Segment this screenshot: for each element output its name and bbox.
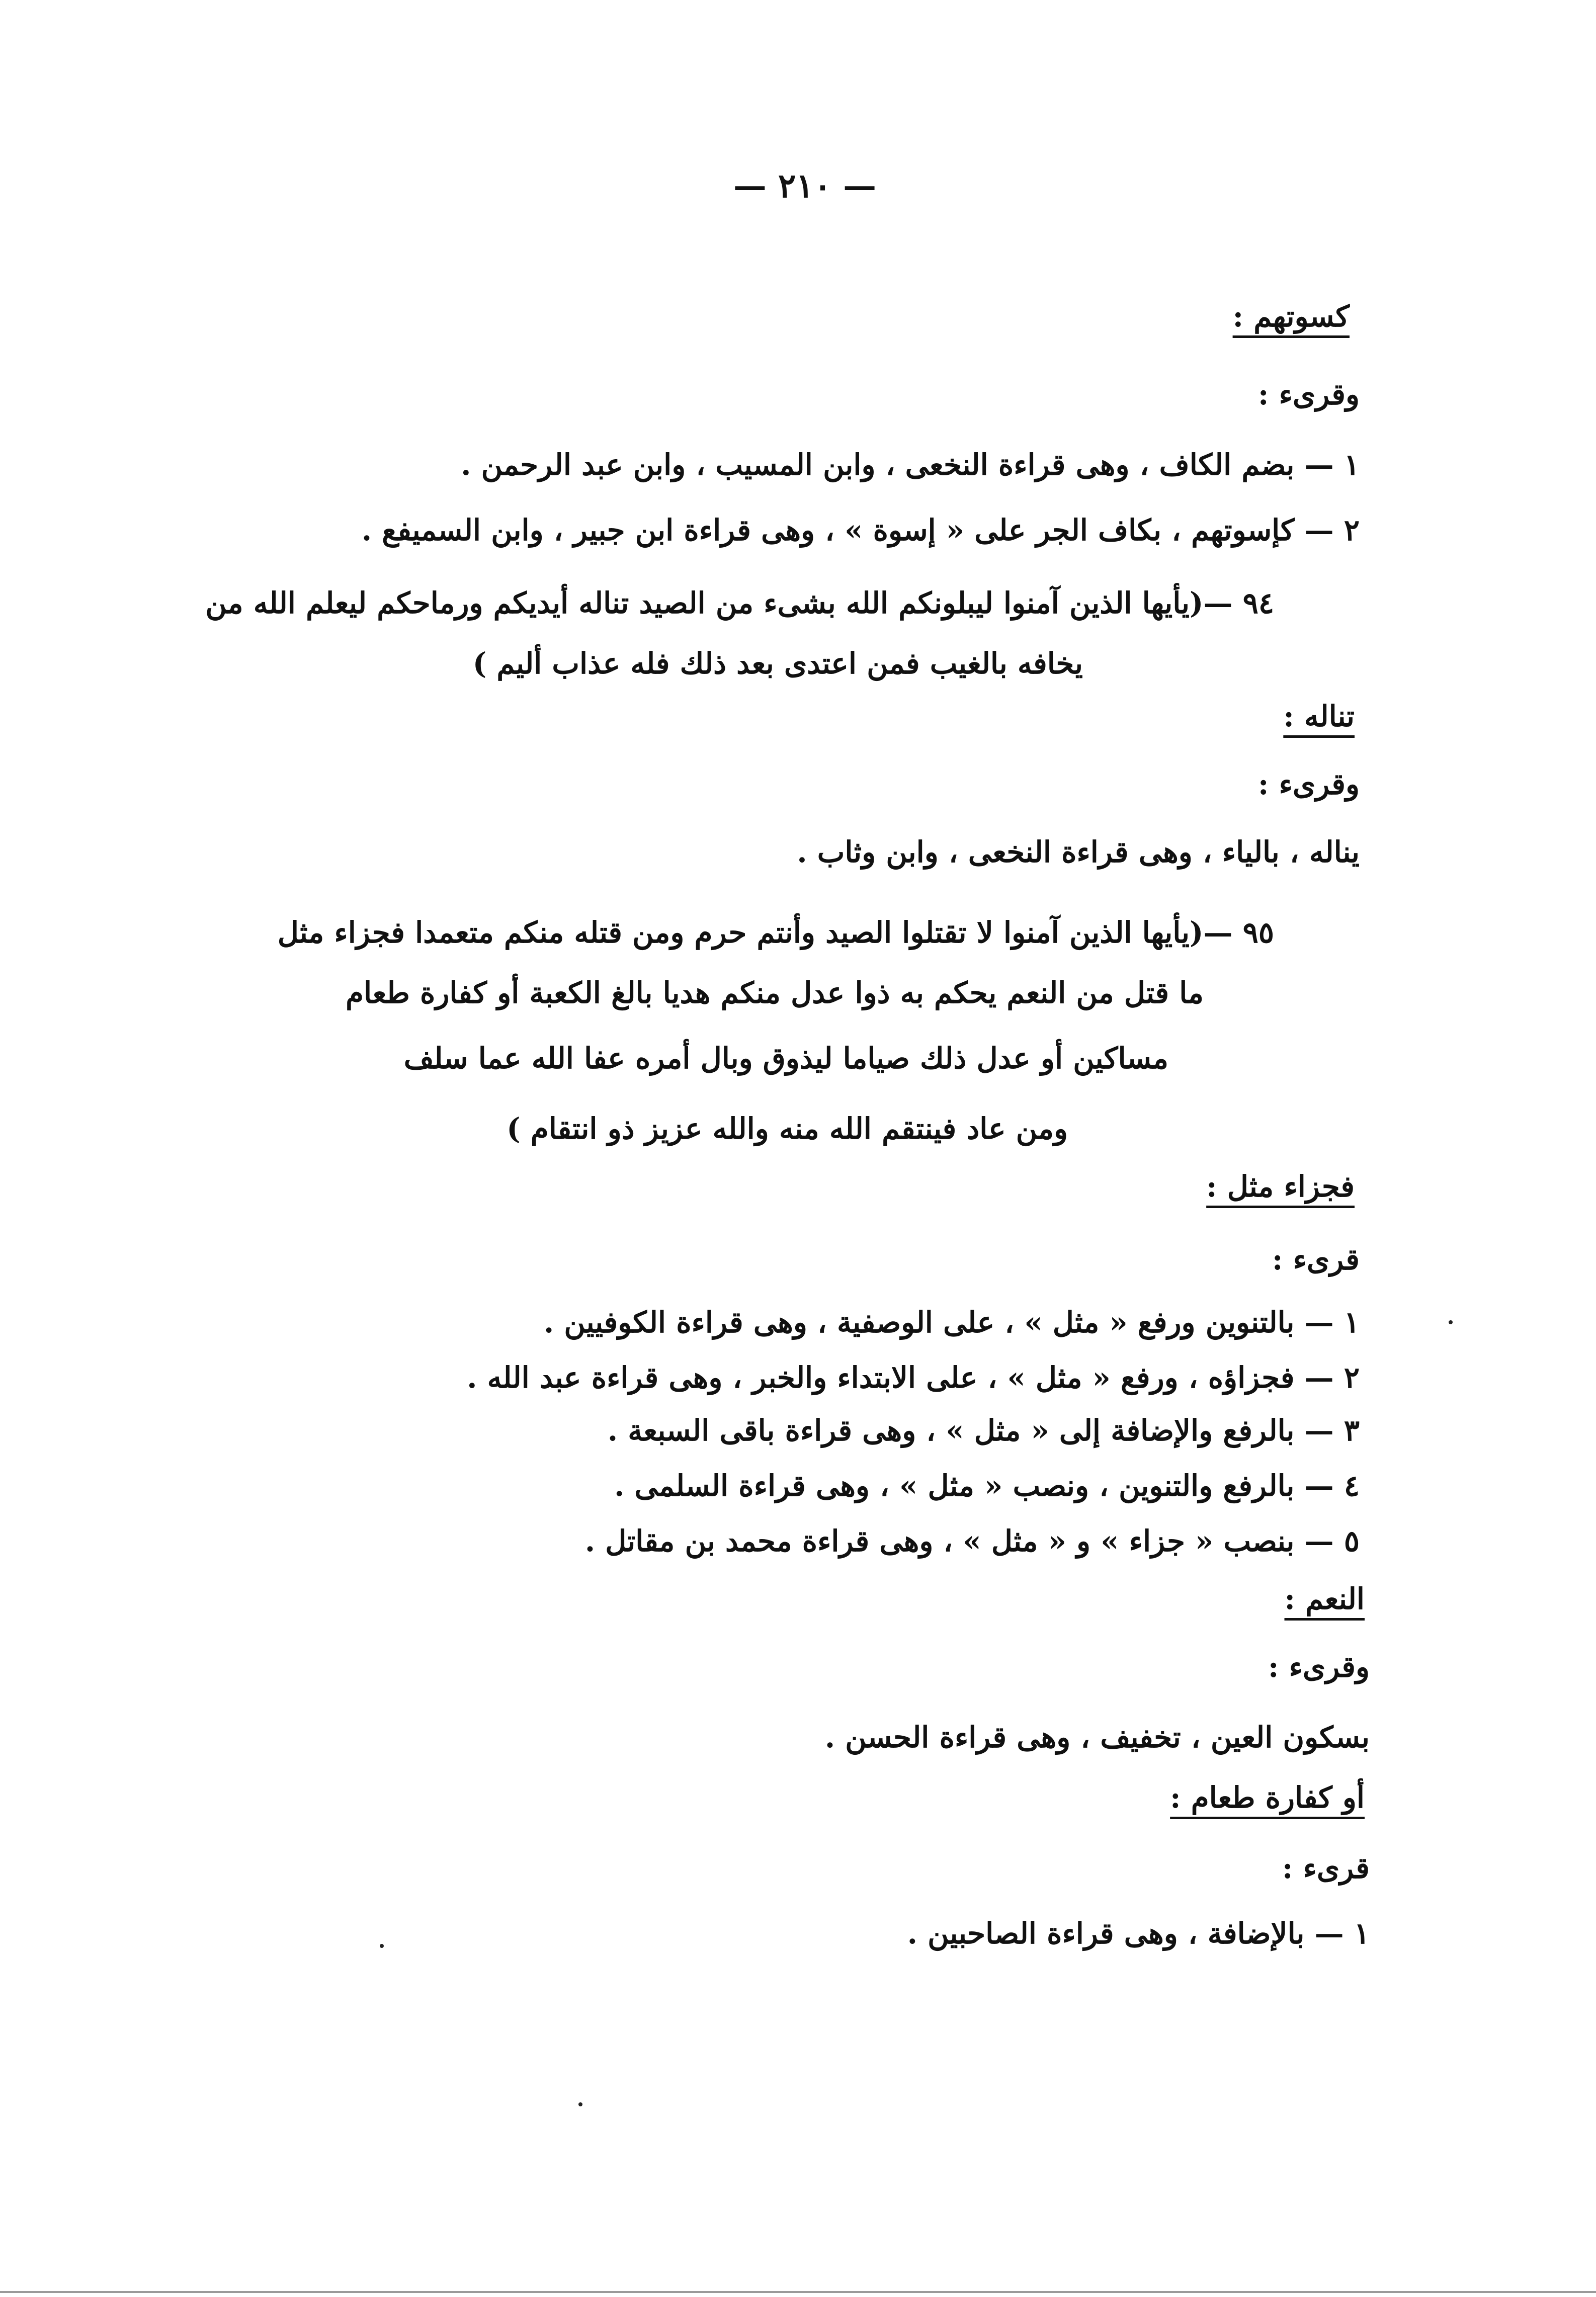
reading-line: ١ — بالإضافة ، وهى قراءة الصاحبين . (907, 1916, 1370, 1950)
verse-line: ٩٤ —(يأيها الذين آمنوا ليبلونكم الله بشىء من الصيد تناله أيديكم ورماحكم ليعلم الله من (205, 586, 1274, 620)
heading-kiswatuhum: كسوتهم : (1232, 299, 1350, 333)
page-number: — ٢١٠ — (733, 166, 877, 205)
reading-line: ١ — بضم الكاف ، وهى قراءة النخعى ، وابن المسيب ، وابن عبد الرحمن . (461, 448, 1360, 482)
heading-tanaluhu: تناله : (1283, 699, 1355, 733)
reading-line: يناله ، بالياء ، وهى قراءة النخعى ، وابن وثاب . (797, 835, 1360, 869)
verse-line: ٩٥ —(يأيها الذين آمنوا لا تقتلوا الصيد وأنتم حرم ومن قتله منكم متعمدا فجزاء مثل (277, 915, 1274, 950)
verse-line: مساكين أو عدل ذلك صياما ليذوق وبال أمره عفا الله عما سلف (403, 1041, 1168, 1075)
reading-line: ١ — بالتنوين ورفع « مثل » ، على الوصفية ، وهى قراءة الكوفيين . (543, 1305, 1360, 1339)
qira-label: وقرىء : (1257, 767, 1360, 801)
scan-speck (1449, 1320, 1453, 1324)
reading-line: ٢ — كإسوتهم ، بكاف الجر على « إسوة » ، وهى قراءة ابن جبير ، وابن السميفع . (361, 513, 1360, 547)
reading-line: بسكون العين ، تخفيف ، وهى قراءة الحسن . (824, 1720, 1370, 1754)
qira-label: وقرىء : (1268, 1650, 1370, 1684)
heading-al-naam: النعم : (1284, 1582, 1365, 1616)
bottom-border (0, 2291, 1596, 2293)
reading-line: ٣ — بالرفع والإضافة إلى « مثل » ، وهى قراءة باقى السبعة . (607, 1413, 1360, 1448)
verse-line: ومن عاد فينتقم الله منه والله عزيز ذو انتقام ) (507, 1112, 1068, 1146)
qira-label: وقرىء : (1257, 377, 1360, 411)
reading-line: ٥ — بنصب « جزاء » و « مثل » ، وهى قراءة محمد بن مقاتل . (584, 1524, 1360, 1558)
verse-line: ما قتل من النعم يحكم به ذوا عدل منكم هديا بالغ الكعبة أو كفارة طعام (346, 976, 1204, 1010)
qira-label: قرىء : (1272, 1242, 1360, 1277)
reading-line: ٤ — بالرفع والتنوين ، ونصب « مثل » ، وهى قراءة السلمى . (614, 1469, 1360, 1503)
scan-speck (578, 2102, 582, 2106)
scan-speck (380, 1944, 384, 1948)
qira-label: قرىء : (1282, 1851, 1370, 1885)
reading-line: ٢ — فجزاؤه ، ورفع « مثل » ، على الابتداء والخبر ، وهى قراءة عبد الله . (467, 1360, 1360, 1395)
verse-line: يخافه بالغيب فمن اعتدى بعد ذلك فله عذاب أليم ) (472, 646, 1083, 680)
heading-kaffarat-taam: أو كفارة طعام : (1170, 1780, 1365, 1815)
heading-fajazau-mithl: فجزاء مثل : (1206, 1169, 1355, 1204)
